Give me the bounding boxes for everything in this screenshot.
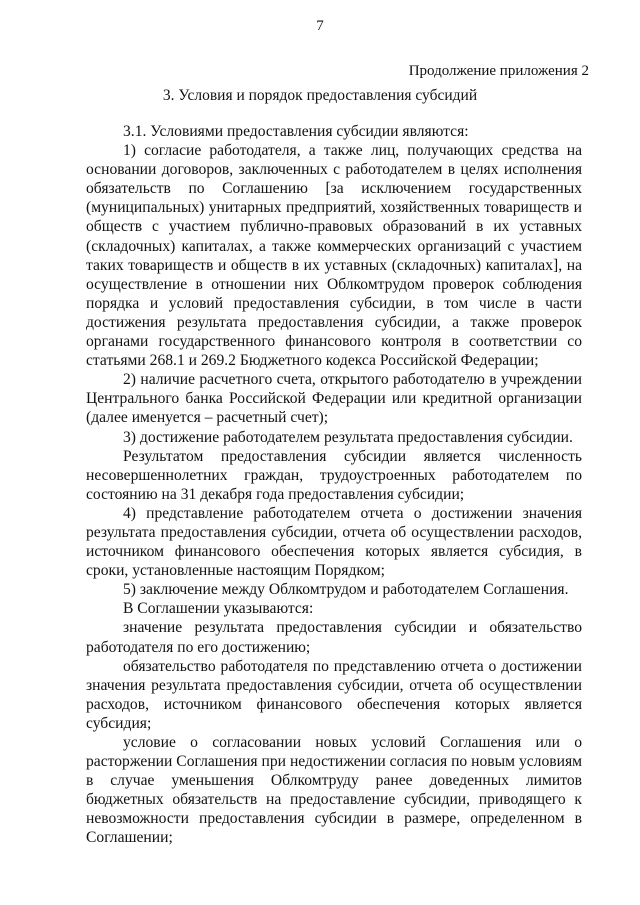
paragraph-condition-3: 3) достижение работодателем результата предоставления субсидии.: [123, 428, 573, 446]
section-title: 3. Условия и порядок предоставления субсидий: [162, 87, 478, 104]
paragraph-condition-2: 2) наличие расчетного счета, открытого работодателю в учреждении Центрального банка Российской Федерации или кредитной организации (далее именуется – расчетный счет);: [86, 371, 582, 427]
document-body: [86, 122, 582, 848]
scan-artifact: [604, 894, 634, 903]
paragraph-conditions-intro: 3.1. Условиями предоставления субсидии являются:: [123, 123, 469, 140]
paragraph-agreement-amendment: условие о согласовании новых условий Соглашения или о расторжении Соглашения при недостижении согласия по новым условиям в случае уменьшения Облкомтруду ранее доведенных лимитов бюджетных обязательств на предоставление субсидии, приводящего к невозможности предоставления субсидии в размере, определенном в Соглашении;: [86, 734, 582, 847]
page-number: 7: [316, 18, 324, 34]
paragraph-agreement-contents: В Соглашении указываются:: [123, 600, 314, 618]
paragraph-reporting-obligation: обязательство работодателя по представлению отчета о достижении значения результата предоставления субсидии, отчета об осуществлении расходов, источником финансового обеспечения которых является субсидия;: [86, 657, 582, 732]
appendix-continuation-note: Продолжение приложения 2: [408, 63, 589, 79]
paragraph-condition-5: 5) заключение между Облкомтрудом и работодателем Соглашения.: [123, 581, 569, 599]
paragraph-condition-1: 1) согласие работодателя, а также лиц, получающих средства на основании договоров, заключенных с работодателем в целях исполнения обязательств по Соглашению [за исключением государственных (муниципальных) унитарных предприятий, хозяйственных товариществ и обществ с участием публично-правовых образований в их уставных (складочных) капиталах, а также коммерческих организаций с участием таких товариществ и обществ в их уставных (складочных) капиталах], на осуществление в отношении них Облкомтрудом проверок соблюдения порядка и условий предоставления субсидии, в том числе в части достижения результата предоставления субсидии, а также проверок органами государственного финансового контроля в соответствии со статьями 268.1 и 269.2 Бюджетного кодекса Российской Федерации;: [86, 142, 582, 370]
paragraph-result-definition: Результатом предоставления субсидии является численность несовершеннолетних граждан, трудоустроенных работодателем по состоянию на 31 декабря года предоставления субсидии;: [86, 447, 582, 503]
paragraph-result-value: значение результата предоставления субсидии и обязательство работодателя по его достижению;: [86, 619, 582, 656]
paragraph-condition-4: 4) представление работодателем отчета о достижении значения результата предоставления субсидии, отчета об осуществлении расходов, источником финансового обеспечения которых является субсидия, в сроки, установленные настоящим Порядком;: [86, 504, 582, 580]
